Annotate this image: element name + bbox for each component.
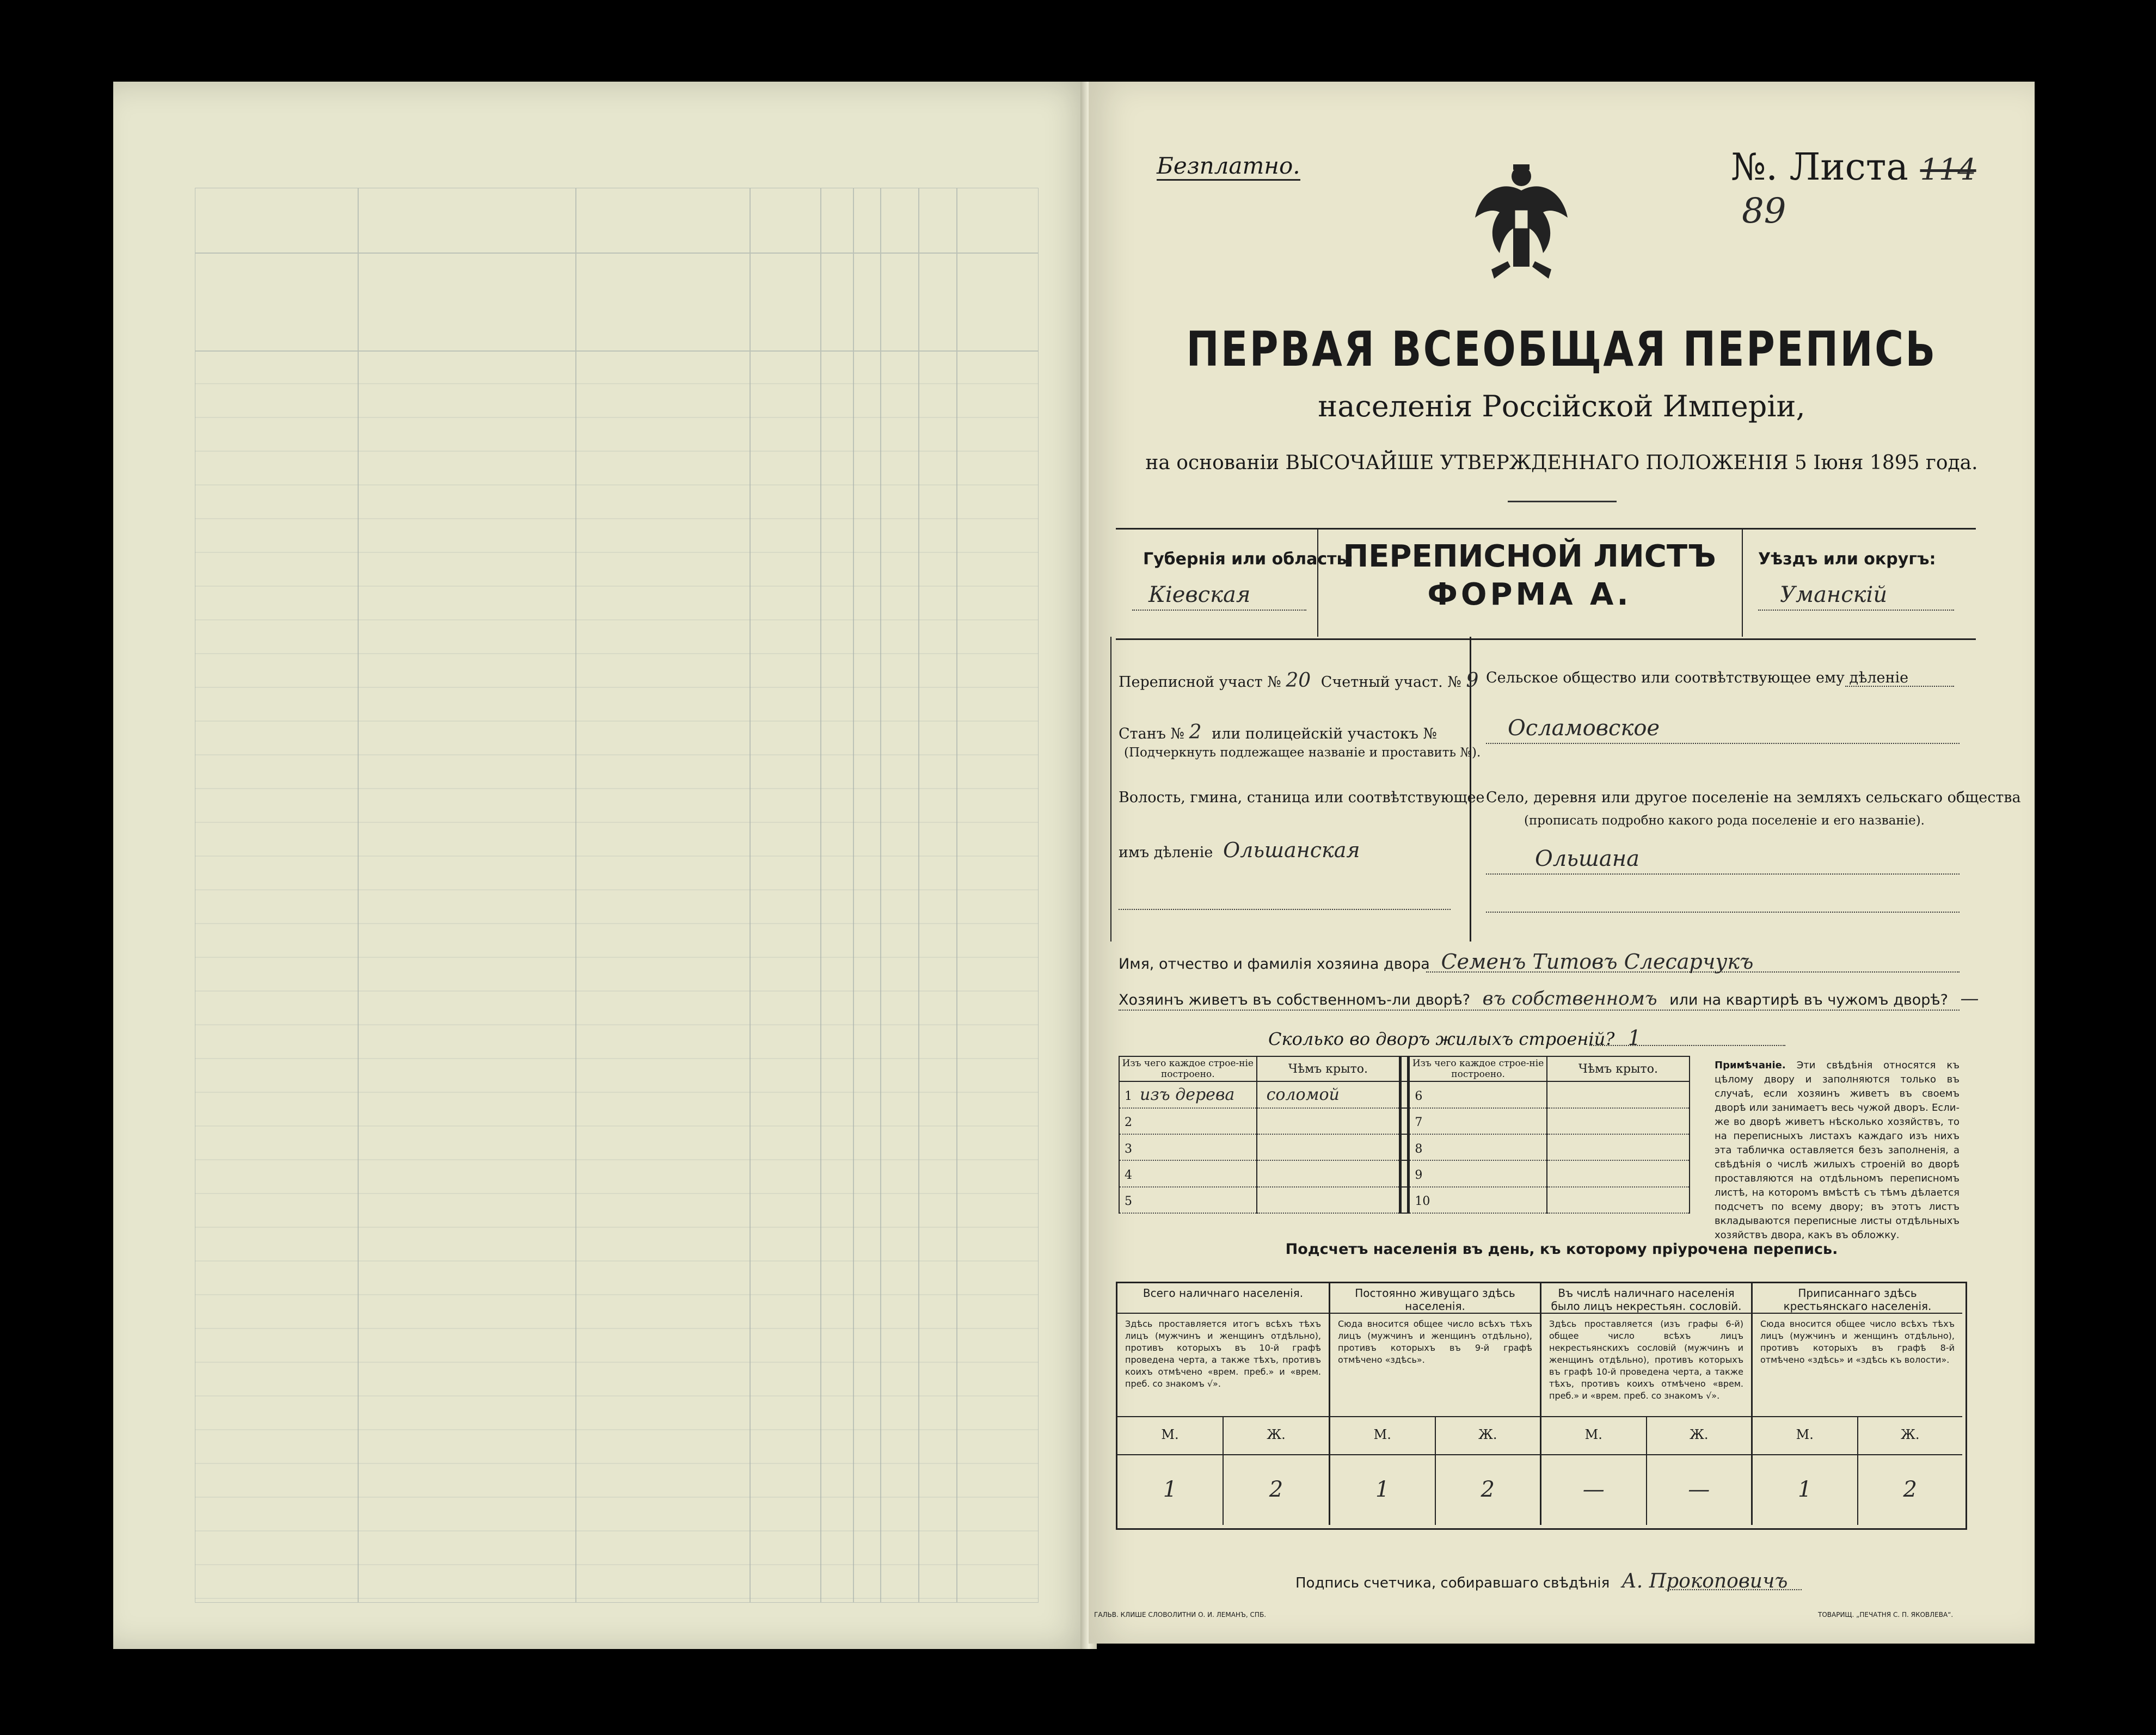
buildings-table-header	[1119, 1056, 1690, 1081]
lives-value-2: —	[1960, 988, 1979, 1010]
form-header-divider-right	[1742, 528, 1743, 637]
h-roof-right: Чѣмъ крыто.	[1547, 1056, 1690, 1081]
perepisnoy-value: 20	[1286, 669, 1311, 692]
roof-value: соломой	[1266, 1085, 1340, 1104]
count-column-description: Здѣсь проставляется (изъ графы 6-й) общее число всѣхъ лицъ некрестьянскихъ сословій (мужчинъ и женщинъ отдѣльно), противъ которыхъ въ графѣ 10-й проведена черта, а также тѣхъ, противъ коихъ отмѣчено «врем. преб.» и «врем. преб. со знакомъ √».	[1541, 1314, 1751, 1417]
count-mz-labels	[1117, 1417, 1329, 1455]
census-subtitle: населенія Россійской Имперіи,	[1318, 389, 1805, 423]
count-mz-values	[1753, 1455, 1962, 1525]
buildings-value: 1	[1627, 1026, 1641, 1050]
row-number-right: 6	[1415, 1089, 1423, 1103]
count-zh-value: 2	[1857, 1455, 1963, 1525]
count-m-value: 1	[1163, 1477, 1177, 1502]
owner-line: Имя, отчество и фамилія хозяина двора Семенъ Титовъ Слесарчукъ	[1119, 950, 1754, 974]
count-column-description: Здѣсь проставляется итогъ всѣхъ тѣхъ лицъ (мужчинъ и женщинъ отдѣльно), противъ которыхъ въ 10-й графѣ проведена черта, а также тѣхъ, противъ коихъ отмѣчено «врем. преб.» и «врем. преб. со знакомъ √».	[1117, 1314, 1329, 1417]
count-column-description: Сюда вносится общее число всѣхъ тѣхъ лицъ (мужчинъ и женщинъ отдѣльно), противъ которыхъ въ 9-й графѣ отмѣчено «здѣсь».	[1330, 1314, 1540, 1417]
volost-extra-line	[1119, 909, 1451, 910]
selskoe-label: Сельское общество или соотвѣтствующее ему дѣленіе	[1486, 669, 1909, 686]
count-column-description: Сюда вносится общее число всѣхъ тѣхъ лицъ (мужчинъ и женщинъ отдѣльно), противъ которыхъ въ графѣ 8-й отмѣчено «здѣсь» и «здѣсь къ волости».	[1753, 1314, 1962, 1417]
row-roof-left	[1257, 1187, 1401, 1213]
count-m-value: 1	[1375, 1477, 1390, 1502]
footer-printer-left: ГАЛЬВ. КЛИШЕ СЛОВОЛИТНИ О. И. ЛЕМАНЪ, СПБ.	[1094, 1611, 1267, 1619]
selo-underline-2	[1486, 912, 1960, 913]
count-m-value: 1	[1798, 1477, 1812, 1502]
count-mz-values	[1541, 1455, 1751, 1525]
count-m-value: —	[1582, 1477, 1605, 1502]
h-roof-left: Чѣмъ крыто.	[1257, 1056, 1401, 1081]
lives-line: Хозяинъ живетъ въ собственномъ-ли дворѣ? въ собственномъ или на квартирѣ въ чужомъ дворѣ? —	[1119, 988, 1979, 1010]
selo-label: Село, деревня или другое поселеніе на земляхъ сельскаго общества	[1486, 789, 2021, 806]
row-roof-left	[1257, 1108, 1401, 1134]
owner-underline	[1426, 971, 1960, 973]
row-roof-right	[1547, 1160, 1690, 1186]
table-separator	[1401, 1160, 1409, 1186]
census-decree: на основаніи ВЫСОЧАЙШЕ УТВЕРЖДЕННАГО ПОЛОЖЕНІЯ 5 Іюня 1895 года.	[1145, 452, 1978, 474]
uezd-underline	[1758, 610, 1954, 611]
count-zh-label: Ж.	[1223, 1417, 1329, 1454]
count-column-head: Постоянно живущаго здѣсь населенія.	[1330, 1283, 1540, 1314]
count-zh-value: 2	[1435, 1455, 1540, 1525]
signature-value: А. Прокоповичъ	[1621, 1570, 1788, 1592]
volost-value: Ольшанская	[1223, 838, 1360, 862]
table-separator	[1401, 1081, 1409, 1108]
row-number-left: 5	[1125, 1195, 1132, 1209]
row-material-left	[1119, 1081, 1257, 1108]
count-title: Подсчетъ населенія въ день, къ которому пріурочена перепись.	[1285, 1241, 1838, 1258]
signature-line: Подпись счетчика, собиравшаго свѣдѣнія А. Прокоповичъ	[1295, 1570, 1788, 1592]
uchast-line: Переписной участ № 20 Счетный участ. № 9	[1119, 669, 1479, 692]
row-number-right: 8	[1415, 1142, 1423, 1156]
row-material-left	[1119, 1187, 1257, 1213]
uezd-label: Уѣздъ или округъ:	[1758, 550, 1936, 569]
count-mz-labels	[1330, 1417, 1540, 1455]
schetny-value: 9	[1466, 669, 1479, 692]
sheet-title: ПЕРЕПИСНОЙ ЛИСТЪ	[1343, 539, 1716, 574]
underline-note: (Подчеркнуть подлежащее названіе и проставить №).	[1124, 746, 1481, 760]
row-roof-right	[1547, 1108, 1690, 1134]
count-m-label: М.	[1373, 1427, 1391, 1442]
row-roof-right	[1547, 1134, 1690, 1160]
census-title: ПЕРВАЯ ВСЕОБЩАЯ ПЕРЕПИСЬ	[1186, 321, 1937, 377]
count-mz-labels	[1541, 1417, 1751, 1455]
row-material-left	[1119, 1134, 1257, 1160]
row-number-left: 1	[1125, 1089, 1132, 1103]
buildings-table	[1119, 1056, 1690, 1214]
note-block: Примѣчаніе. Эти свѣдѣнія относятся къ цѣлому двору и заполняются только въ случаѣ, если хозяинъ живетъ въ своемъ дворѣ или занимаетъ весь чужой дворъ. Если-же во дворѣ живетъ нѣсколько хозяйствъ, то на переписныхъ листахъ каждаго изъ нихъ эта табличка оставляется безъ заполненія, а свѣдѣнія о числѣ жилыхъ строеній во дворѣ проставляются на отдѣльномъ переписномъ листѣ, на которомъ вмѣстѣ съ тѣмъ дѣлается подсчетъ по всему двору; въ этотъ листъ вкладываются переписные листы отдѣльныхъ хозяйствъ двора, какъ въ обложку.	[1715, 1060, 1960, 1241]
row-number-right: 10	[1415, 1195, 1430, 1209]
h-material-left: Изъ чего каждое строе-ніе построено.	[1119, 1056, 1257, 1081]
buildings-row	[1119, 1187, 1690, 1213]
left-page	[113, 82, 1093, 1649]
count-column	[1117, 1283, 1329, 1525]
free-label: Безплатно.	[1157, 152, 1300, 179]
selskoe-value: Осламовское	[1508, 716, 1660, 741]
table-separator	[1401, 1134, 1409, 1160]
lives-value: въ собственномъ	[1482, 988, 1657, 1010]
count-column-head: Приписаннаго здѣсь крестьянскаго населенія.	[1753, 1283, 1962, 1314]
row-material-right	[1409, 1134, 1547, 1160]
count-zh-label: Ж.	[1435, 1417, 1540, 1454]
row-roof-left	[1257, 1081, 1401, 1108]
row-material-right	[1409, 1160, 1547, 1186]
row-material-left	[1119, 1160, 1257, 1186]
selo-underline-1	[1486, 873, 1960, 875]
count-mz-values	[1117, 1455, 1329, 1525]
count-zh-value: —	[1646, 1455, 1752, 1525]
selo-value: Ольшана	[1535, 846, 1639, 871]
row-roof-right	[1547, 1187, 1690, 1213]
row-material-right	[1409, 1081, 1547, 1108]
row-number-left: 2	[1125, 1116, 1132, 1130]
row-roof-right	[1547, 1081, 1690, 1108]
title-divider	[1508, 501, 1617, 502]
gubernia-label: Губернія или область:	[1143, 550, 1354, 569]
selo-note: (прописать подробно какого рода поселеніе и его названіе).	[1524, 814, 1925, 828]
row-roof-left	[1257, 1160, 1401, 1186]
row-material-left	[1119, 1108, 1257, 1134]
buildings-row	[1119, 1108, 1690, 1134]
fields-left-bar	[1110, 637, 1111, 942]
lives-underline	[1119, 1010, 1960, 1011]
count-m-label: М.	[1584, 1427, 1602, 1442]
population-count-table	[1116, 1282, 1967, 1530]
buildings-row	[1119, 1160, 1690, 1186]
form-label: ФОРМА А.	[1427, 577, 1632, 612]
left-page-ruled-grid	[195, 188, 1039, 1603]
count-column	[1329, 1283, 1540, 1525]
count-m-label: М.	[1161, 1427, 1179, 1442]
right-page-census-form	[1089, 82, 2035, 1644]
stan-value: 2	[1189, 721, 1202, 743]
material-value: изъ дерева	[1140, 1085, 1235, 1104]
buildings-row	[1119, 1081, 1690, 1108]
count-column	[1751, 1283, 1962, 1525]
row-number-left: 4	[1125, 1168, 1132, 1182]
volost-label: Волость, гмина, станица или соотвѣтствующее	[1119, 789, 1485, 806]
row-roof-left	[1257, 1134, 1401, 1160]
gubernia-underline	[1132, 610, 1306, 611]
row-number-left: 3	[1125, 1142, 1132, 1156]
volost-line: имъ дѣленіе Ольшанская	[1119, 838, 1360, 862]
h-material-right: Изъ чего каждое строе-ніе построено.	[1409, 1056, 1547, 1081]
sheet-number-written: 89	[1742, 191, 1786, 231]
selskoe-underline-2	[1486, 743, 1960, 744]
buildings-underline	[1589, 1045, 1785, 1046]
count-column	[1540, 1283, 1751, 1525]
sheet-number: №. Листа 114 89	[1731, 146, 1976, 231]
count-column-head: Всего наличнаго населенія.	[1117, 1283, 1329, 1314]
double-headed-eagle-emblem	[1470, 158, 1573, 288]
owner-value: Семенъ Титовъ Слесарчукъ	[1441, 950, 1754, 974]
gubernia-value: Кіевская	[1148, 582, 1251, 607]
count-mz-values	[1330, 1455, 1540, 1525]
count-zh-label: Ж.	[1646, 1417, 1752, 1454]
sheet-number-struck: 114	[1920, 152, 1976, 187]
count-mz-labels	[1753, 1417, 1962, 1455]
row-material-right	[1409, 1187, 1547, 1213]
buildings-row	[1119, 1134, 1690, 1160]
footer-printer-right: ТОВАРИЩ. „ПЕЧАТНЯ С. П. ЯКОВЛЕВА“.	[1818, 1611, 1954, 1619]
signature-underline	[1666, 1589, 1802, 1590]
row-material-right	[1409, 1108, 1547, 1134]
buildings-line: Сколько во дворъ жилыхъ строеній? 1	[1268, 1026, 1641, 1050]
count-zh-value: 2	[1223, 1455, 1329, 1525]
selskoe-underline-1	[1845, 686, 1954, 687]
count-column-head: Въ числѣ наличнаго населенія было лицъ некрестьян. сословій.	[1541, 1283, 1751, 1314]
stan-line: Станъ № 2 или полицейскій участокъ №	[1119, 721, 1438, 743]
count-zh-label: Ж.	[1857, 1417, 1963, 1454]
table-separator	[1401, 1108, 1409, 1134]
uezd-value: Уманскій	[1780, 582, 1888, 607]
row-number-right: 9	[1415, 1168, 1423, 1182]
count-m-label: М.	[1796, 1427, 1814, 1442]
table-separator	[1401, 1187, 1409, 1213]
row-number-right: 7	[1415, 1116, 1423, 1130]
